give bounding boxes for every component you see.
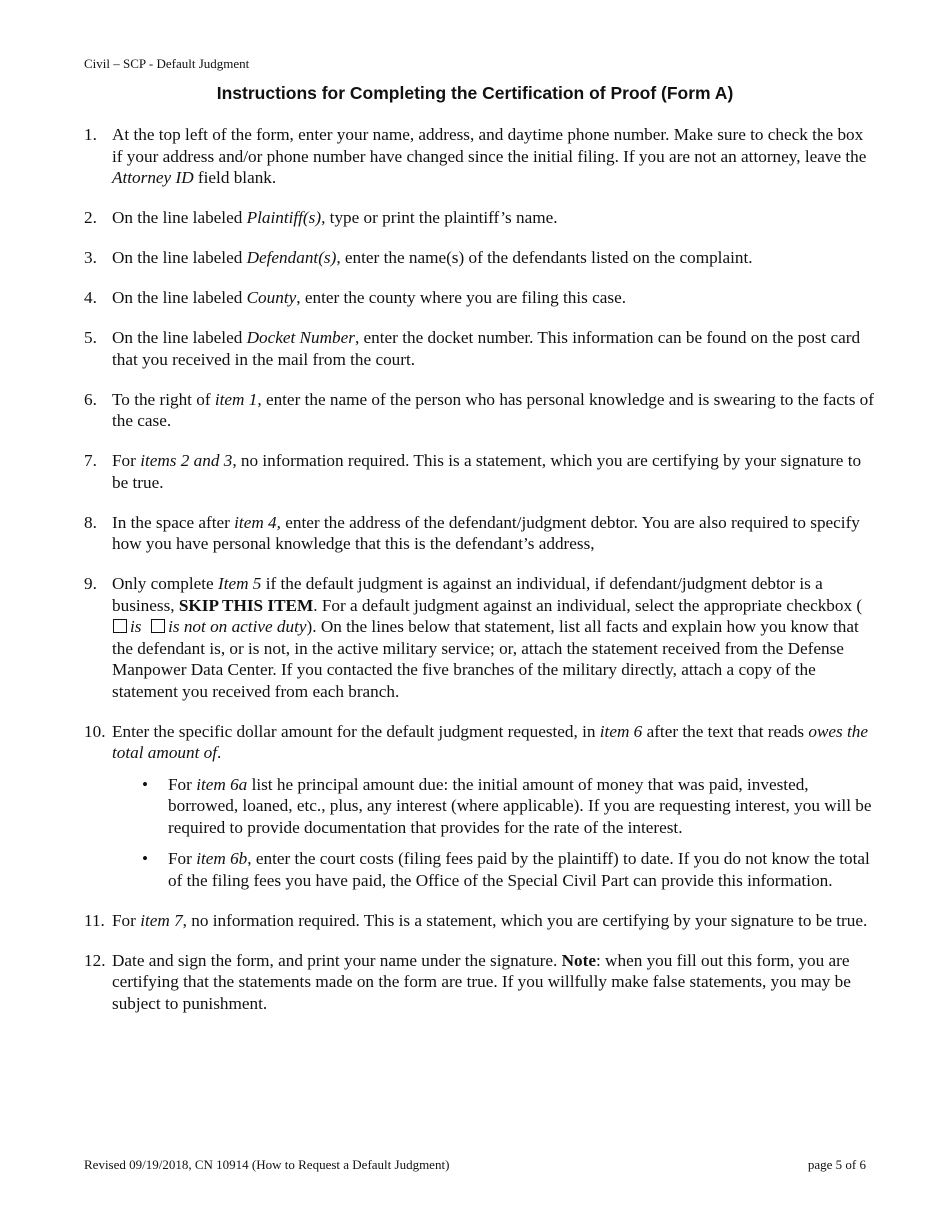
list-item: 10. Enter the specific dollar amount for the default judgment requested, in item 6 after the text that reads owes the total amount of. • For item 6a list he principal amount due: the initial amount of money that was paid, invested, borrowed, loaned, etc., plus, any interest (where applicable). If you are requesting interest, you will be required to provide documentation that provides for the rate of the interest. • For item 6b, enter the court costs (filing fees paid by the plaintiff) to date. If you do not know the total of the filing fees you have paid, the Office of the Special Civil Part can provide this information. [84, 721, 874, 892]
bullet-icon: • [142, 849, 149, 868]
item-number: 11. [84, 910, 105, 930]
list-item: 7. For items 2 and 3, no information required. This is a statement, which you are certifying by your signature to be true. [84, 451, 862, 492]
list-item: 5. On the line labeled Docket Number, enter the docket number. This information can be found on the post card that you received in the mail from the court. [84, 328, 861, 369]
item-number: 9. [84, 574, 97, 593]
page-header: Civil – SCP - Default Judgment [84, 56, 250, 71]
item-number: 1. [84, 125, 97, 144]
list-item: 2. On the line labeled Plaintiff(s), type or print the plaintiff’s name. [84, 208, 558, 227]
footer-page-number: page 5 of 6 [807, 1157, 866, 1172]
list-item: 4. On the line labeled County, enter the county where you are filing this case. [84, 288, 627, 307]
bullet-item: • For item 6b, enter the court costs (filing fees paid by the plaintiff) to date. If you do not know the total of the filing fees you have paid, the Office of the Special Civil Part can provide this information. [142, 849, 870, 890]
footer-revision: Revised 09/19/2018, CN 10914 (How to Request a Default Judgment) [84, 1157, 450, 1172]
item-number: 2. [84, 208, 97, 227]
bullet-icon: • [142, 774, 149, 794]
item-number: 4. [84, 288, 97, 307]
list-item: 6. To the right of item 1, enter the name of the person who has personal knowledge and is swearing to the facts of the case. [84, 389, 874, 430]
list-item: 8. In the space after item 4, enter the address of the defendant/judgment debtor. You are also required to specify how you have personal knowledge that this is the defendant’s address, [84, 512, 860, 553]
list-item: 9. Only complete Item 5 if the default judgment is against an individual, if defendant/judgment debtor is a business, SKIP THIS ITEM. For a default judgment against an individual, select the appropriate checkbox (is is not on active duty). On the lines below that statement, list all facts and explain how you know that the defendant is, or is not, in the active military service; or, attach the statement received from the Defense Manpower Data Center. If you contacted the five branches of the military directly, attach a copy of the statement you received from each branch. [84, 574, 863, 701]
bullet-list [112, 774, 874, 892]
item-number: 6. [84, 389, 97, 409]
bullet-item: • For item 6a list he principal amount due: the initial amount of money that was paid, invested, borrowed, loaned, etc., plus, any interest (where applicable). If you are requesting interest, you will be required to provide documentation that provides for the rate of the interest. [142, 774, 872, 837]
list-item: 11. For item 7, no information required. This is a statement, which you are certifying by your signature to be true. [84, 910, 868, 930]
checkbox-icon [151, 619, 165, 633]
list-item: 3. On the line labeled Defendant(s), enter the name(s) of the defendants listed on the complaint. [84, 248, 753, 267]
item-number: 8. [84, 512, 97, 532]
item-number: 3. [84, 248, 97, 267]
list-item: 12. Date and sign the form, and print your name under the signature. Note: when you fill out this form, you are certifying that the statements made on the form are true. If you willfully make false statements, you may be subject to punishment. [84, 950, 851, 1013]
item-number: 5. [84, 328, 97, 347]
item-number: 12. [84, 950, 106, 970]
item-number: 7. [84, 451, 97, 470]
page-title: Instructions for Completing the Certification of Proof (Form A) [216, 83, 734, 103]
checkbox-icon [113, 619, 127, 633]
list-item: 1. At the top left of the form, enter your name, address, and daytime phone number. Make sure to check the box if your address and/or phone number have changed since the initial filing. If you are not an attorney, leave the Attorney ID field blank. [84, 125, 867, 187]
item-number: 10. [84, 721, 106, 741]
instructions-list [84, 124, 874, 1033]
